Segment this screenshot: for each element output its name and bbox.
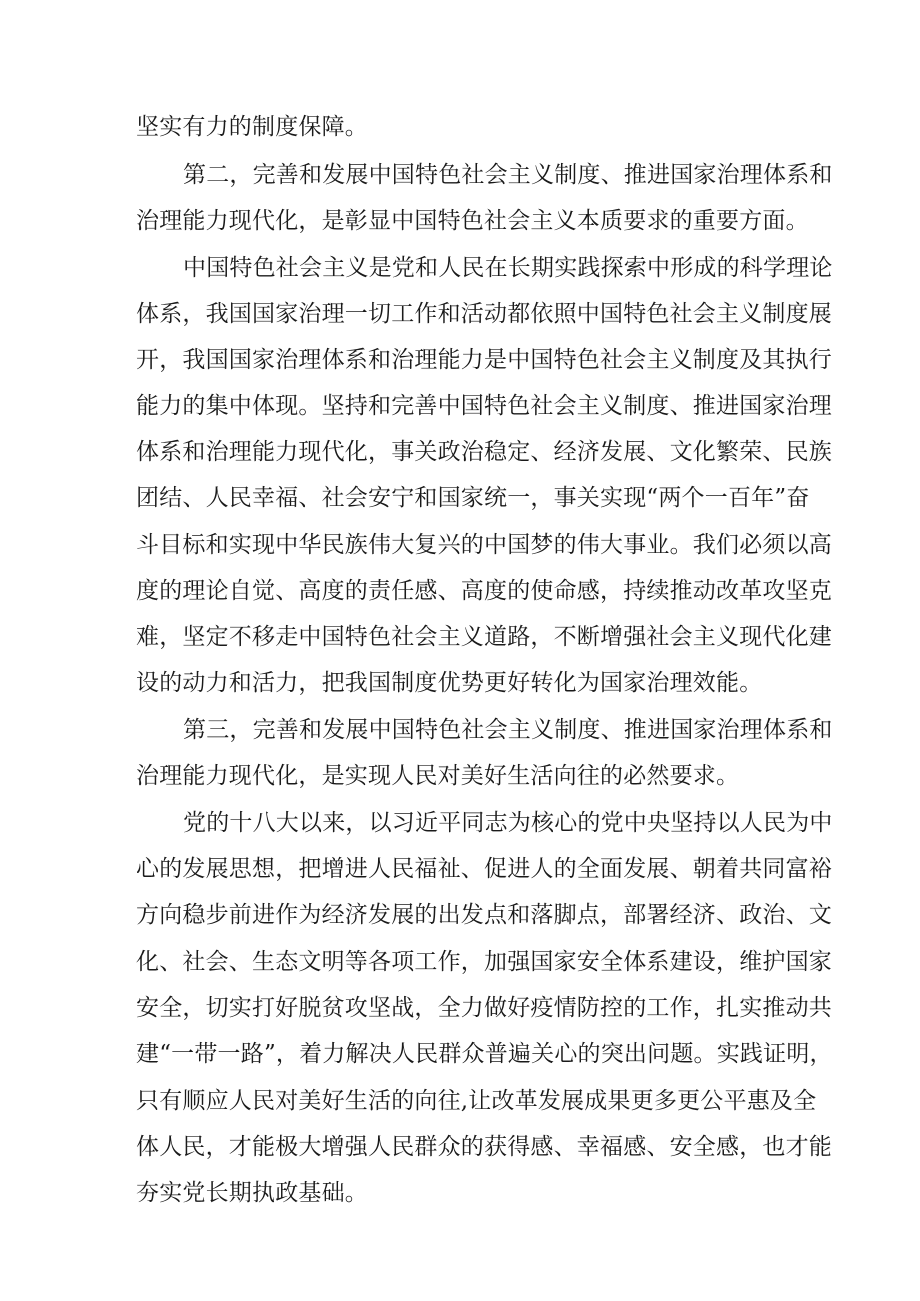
text-line: 能力的集中体现。坚持和完善中国特色社会主义制度、推进国家治理 xyxy=(136,393,832,419)
text-line: 治理能力现代化，是彰显中国特色社会主义本质要求的重要方面。 xyxy=(136,208,809,234)
text-line: 难，坚定不移走中国特色社会主义道路，不断增强社会主义现代化建 xyxy=(136,624,832,650)
text-line: 化、社会、生态文明等各项工作，加强国家安全体系建设，维护国家 xyxy=(136,949,832,975)
text-line: 第二，完善和发展中国特色社会主义制度、推进国家治理体系和 xyxy=(183,162,833,188)
text-line: 心的发展思想，把增进人民福祉、促进人的全面发展、朝着共同富裕 xyxy=(136,856,832,882)
text-line: 体人民，才能极大增强人民群众的获得感、幸福感、安全感，也才能 xyxy=(136,1134,832,1160)
text-line: 度的理论自觉、高度的责任感、高度的使命感，持续推动改革攻坚克 xyxy=(136,578,832,604)
text-line: 建“一带一路”，着力解决人民群众普遍关心的突出问题。实践证明， xyxy=(136,1041,833,1067)
text-line: 党的十八大以来，以习近平同志为核心的党中央坚持以人民为中 xyxy=(183,810,833,836)
text-line: 团结、人民幸福、社会安宁和国家统一，事关实现“两个一百年”奋 xyxy=(136,485,810,511)
text-line: 设的动力和活力，把我国制度优势更好转化为国家治理效能。 xyxy=(136,670,763,696)
text-line: 夯实党长期执政基础。 xyxy=(136,1180,368,1206)
text-line: 中国特色社会主义是党和人民在长期实践探索中形成的科学理论 xyxy=(183,255,833,281)
text-line: 体系，我国国家治理一切工作和活动都依照中国特色社会主义制度展 xyxy=(136,301,832,327)
text-line: 只有顺应人民对美好生活的向往,让改革发展成果更多更公平惠及全 xyxy=(136,1088,817,1114)
text-line: 斗目标和实现中华民族伟大复兴的中国梦的伟大事业。我们必须以高 xyxy=(136,532,832,558)
text-line: 安全，切实打好脱贫攻坚战，全力做好疫情防控的工作，扎实推动共 xyxy=(136,995,832,1021)
text-line: 方向稳步前进作为经济发展的出发点和落脚点，部署经济、政治、文 xyxy=(136,902,832,928)
text-line: 第三，完善和发展中国特色社会主义制度、推进国家治理体系和 xyxy=(183,717,833,743)
text-line: 开，我国国家治理体系和治理能力是中国特色社会主义制度及其执行 xyxy=(136,347,832,373)
text-line: 体系和治理能力现代化，事关政治稳定、经济发展、文化繁荣、民族 xyxy=(136,439,832,465)
text-line: 治理能力现代化，是实现人民对美好生活向往的必然要求。 xyxy=(136,763,740,789)
text-line: 坚实有力的制度保障。 xyxy=(136,114,368,140)
